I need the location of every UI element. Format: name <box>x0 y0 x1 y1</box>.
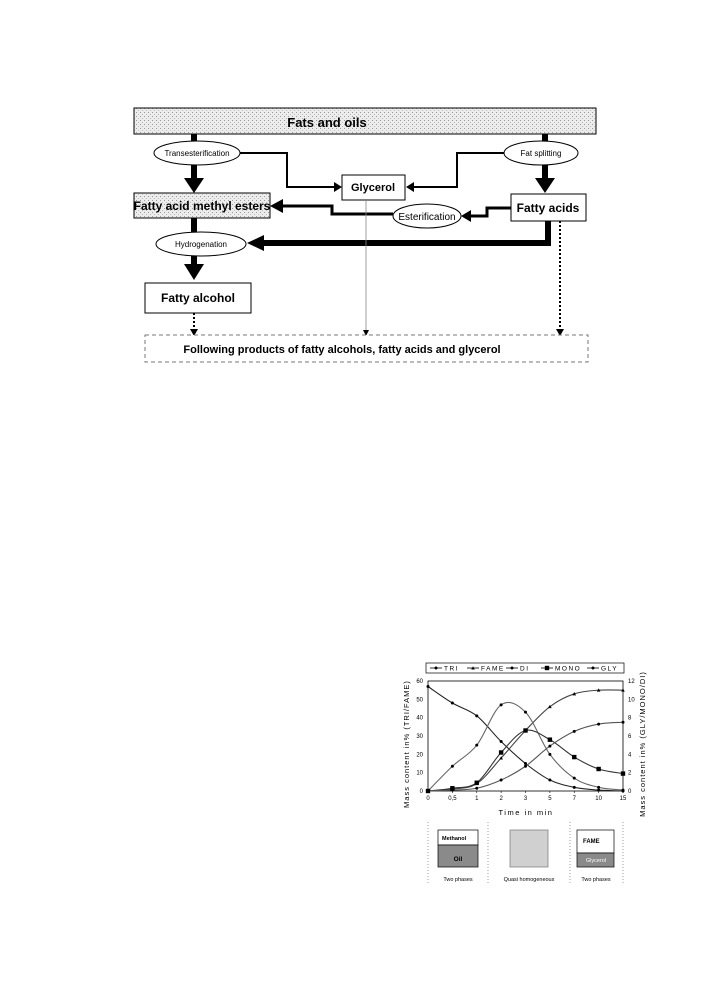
connector-trans-glycerol <box>240 153 334 187</box>
data-point-di <box>573 777 576 780</box>
phase2-homogeneous <box>510 830 548 867</box>
y-left-tick-label: 20 <box>416 752 423 759</box>
phase3-fame-label: FAME <box>583 839 600 845</box>
legend-marker <box>545 666 549 670</box>
arrow-head-glycerol-right <box>406 182 414 192</box>
data-point-gly <box>427 790 430 793</box>
legend-label: DI <box>520 665 530 673</box>
fats-oils-label: Fats and oils <box>287 115 367 130</box>
y-right-tick-label: 8 <box>628 715 632 722</box>
fame-label: Fatty acid methyl esters <box>133 199 271 213</box>
phase1-methanol-label: Methanol <box>442 836 467 842</box>
x-axis-title: Time in min <box>498 808 554 817</box>
data-point-mono <box>523 728 527 732</box>
legend-marker <box>592 667 595 670</box>
data-point-tri <box>524 762 527 765</box>
data-point-tri <box>548 779 551 782</box>
data-point-di <box>548 753 551 756</box>
x-tick-label: 1 <box>475 796 479 802</box>
data-point-di <box>500 703 503 706</box>
legend-label: MONO <box>555 665 582 673</box>
x-tick-label: 10 <box>595 796 602 802</box>
x-tick-label: 7 <box>572 796 576 802</box>
y-right-tick-label: 2 <box>628 770 632 777</box>
axis-ticks <box>416 679 635 802</box>
data-point-mono <box>499 750 503 754</box>
data-point-di <box>597 786 600 789</box>
y-right-tick-label: 12 <box>628 679 635 685</box>
x-tick-label: 5 <box>548 796 552 802</box>
data-point-tri <box>475 714 478 717</box>
data-point-mono <box>475 781 479 785</box>
data-point-mono <box>572 755 576 759</box>
reaction-chart <box>402 663 647 885</box>
data-point-gly <box>475 787 478 790</box>
data-point-gly <box>622 721 625 724</box>
data-point-mono <box>548 737 552 741</box>
arrow-head-esterification <box>461 210 471 222</box>
phase3-caption: Two phases <box>581 877 611 883</box>
data-point-gly <box>597 723 600 726</box>
connector-esterification-fame <box>282 206 393 214</box>
data-point-di <box>622 789 625 792</box>
data-point-tri <box>573 786 576 789</box>
glycerol-label: Glycerol <box>350 182 396 194</box>
legend-marker <box>435 667 438 670</box>
y-left-tick-label: 0 <box>419 789 423 795</box>
fatty-acids-label: Fatty acids <box>516 201 580 215</box>
y-left-tick-label: 30 <box>416 734 423 740</box>
data-point-di <box>451 765 454 768</box>
y-right-tick-label: 6 <box>628 734 632 740</box>
y-left-tick-label: 10 <box>416 770 423 777</box>
data-point-gly <box>573 730 576 733</box>
arrow-head-glycerol-left <box>334 182 342 192</box>
phase1-oil-label: Oil <box>453 856 463 863</box>
arrow-head-fame-from-esterification <box>270 199 283 213</box>
transesterification-label: Transesterification <box>164 149 230 158</box>
phase3-glycerol-label: Glycerol <box>585 858 607 864</box>
legend-label: FAME <box>481 665 505 673</box>
y-right-tick-label: 10 <box>628 697 635 704</box>
y-left-tick-label: 40 <box>416 715 423 722</box>
series-line-mono <box>428 730 623 791</box>
y-left-tick-label: 50 <box>416 697 423 704</box>
y-left-title: Mass content in% (TRI/FAME) <box>402 680 411 808</box>
connector-split-glycerol <box>414 153 504 187</box>
data-point-tri <box>500 740 503 743</box>
x-tick-label: 0 <box>426 796 430 802</box>
data-point-tri <box>427 685 430 688</box>
plot-area <box>428 681 623 791</box>
x-tick-label: 15 <box>619 796 627 802</box>
esterification-label: Esterification <box>398 212 456 223</box>
series-markers <box>426 685 625 793</box>
x-tick-label: 0,5 <box>448 796 457 802</box>
data-point-tri <box>451 702 454 705</box>
series-lines <box>428 687 623 792</box>
arrow-head-fatty-alcohol <box>184 264 204 280</box>
legend-label: TRI <box>444 665 459 673</box>
arrow-head-fame <box>184 178 204 193</box>
data-point-mono <box>596 767 600 771</box>
hydrogenation-label: Hydrogenation <box>174 240 228 249</box>
phase1-caption: Two phases <box>443 877 473 883</box>
fat-splitting-label: Fat splitting <box>520 149 562 158</box>
data-point-gly <box>451 789 454 792</box>
y-right-tick-label: 0 <box>628 789 632 795</box>
data-point-di <box>475 744 478 747</box>
data-point-gly <box>548 745 551 748</box>
series-line-di <box>428 702 623 791</box>
y-left-tick-label: 60 <box>416 679 423 685</box>
arrow-head-fatty-acids <box>535 178 555 193</box>
x-tick-label: 2 <box>499 796 503 802</box>
data-point-gly <box>524 765 527 768</box>
data-point-tri <box>597 789 600 792</box>
phase2-caption: Quasi homogeneous <box>503 877 555 883</box>
series-line-tri <box>428 687 623 792</box>
fatty-alcohol-label: Fatty alcohol <box>160 291 236 305</box>
following-products-label: Following products of fatty alcohols, fatty acids and glycerol <box>183 344 501 356</box>
arrow-head-hydrogenation <box>247 235 264 251</box>
legend-marker <box>511 667 514 670</box>
legend-label: GLY <box>601 665 619 673</box>
y-right-title: Mass content in% (GLY/MONO/DI) <box>638 671 647 817</box>
connector-acids-esterification <box>470 208 511 216</box>
data-point-di <box>524 711 527 714</box>
x-tick-label: 3 <box>523 796 528 802</box>
process-flow-diagram <box>134 108 596 362</box>
data-point-mono <box>621 771 625 775</box>
y-right-tick-label: 4 <box>628 752 632 759</box>
data-point-gly <box>500 779 503 782</box>
